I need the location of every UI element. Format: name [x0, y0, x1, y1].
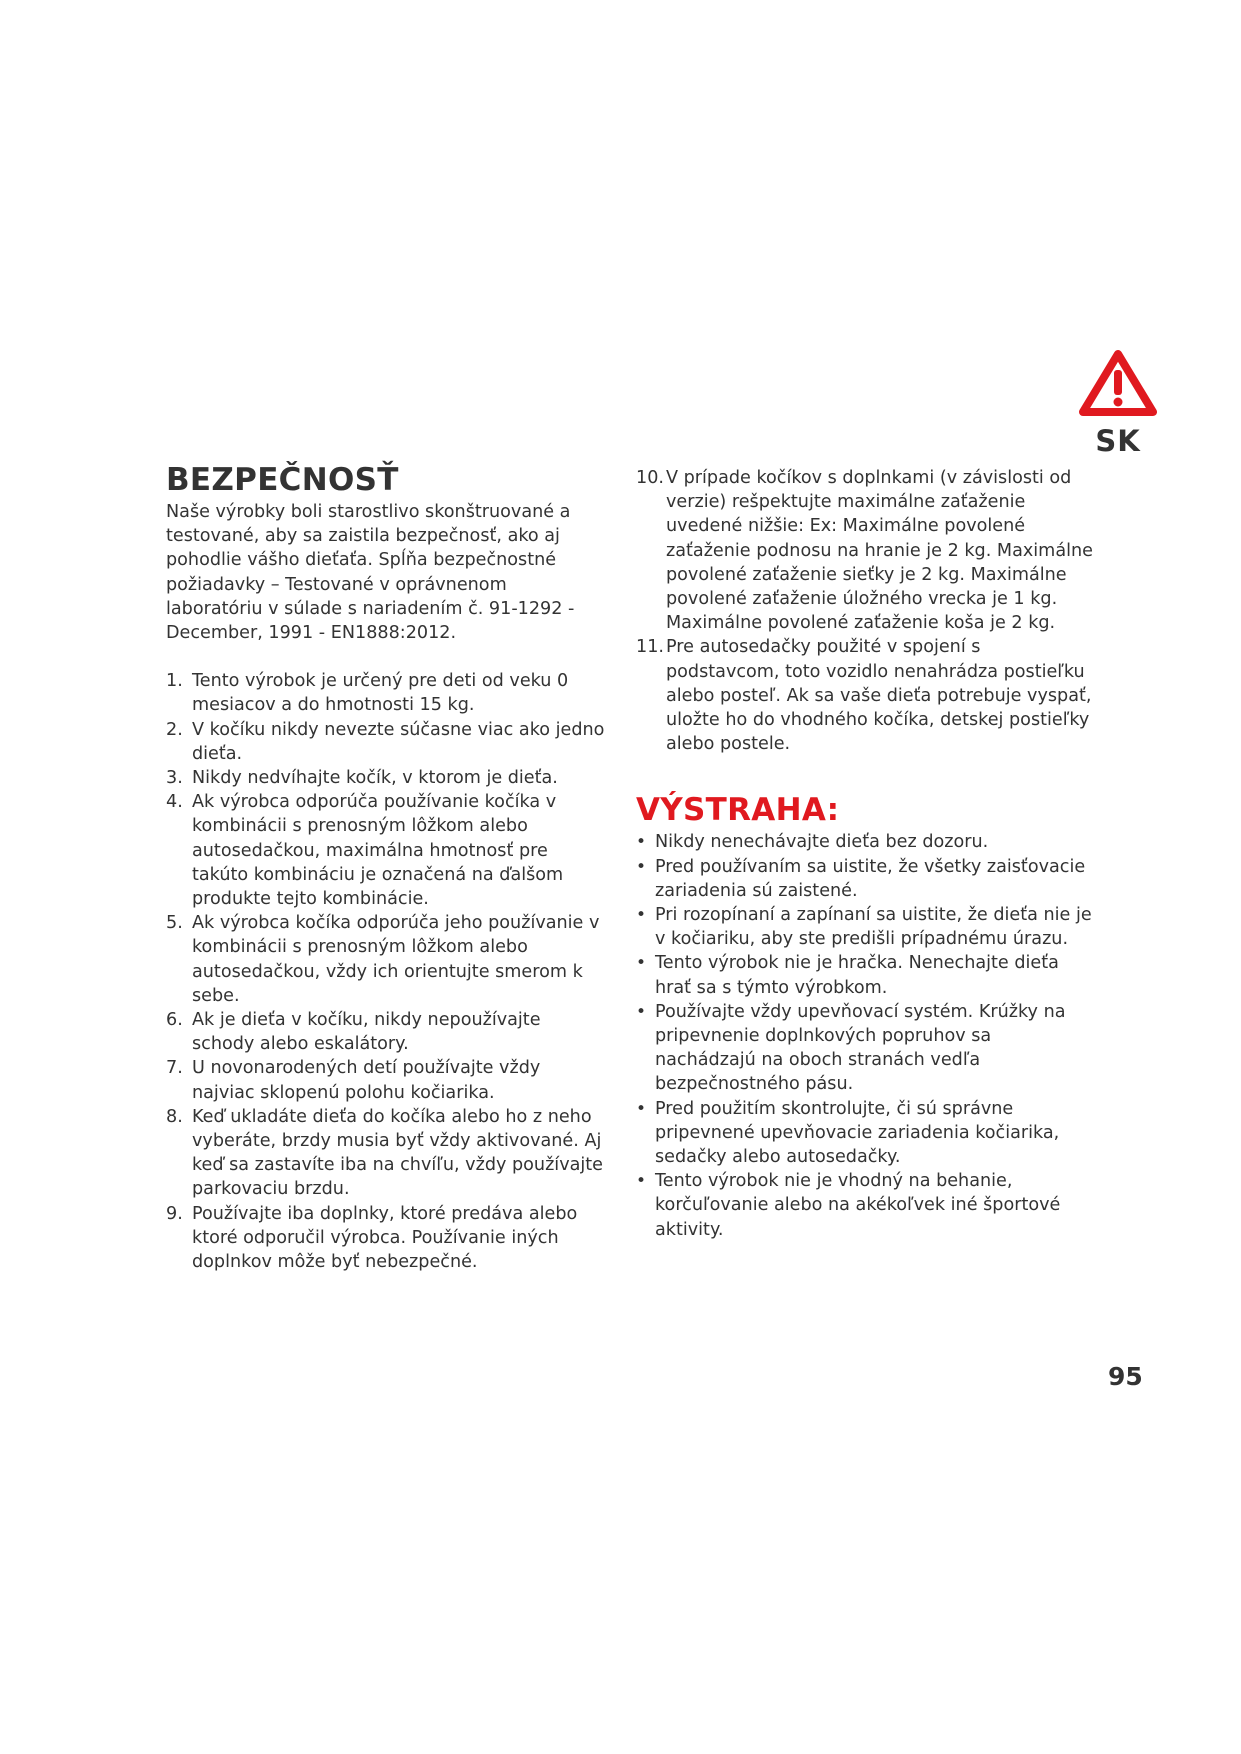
warning-title: VÝSTRAHA:	[636, 792, 840, 829]
list-item: • Tento výrobok nie je hračka. Nenechajte dieťa hrať sa s týmto výrobkom.	[636, 953, 1059, 998]
left-column	[166, 462, 606, 1274]
list-item: 2. V kočíku nikdy nevezte súčasne viac ako jedno dieťa.	[166, 719, 605, 764]
language-marker	[1073, 348, 1163, 458]
language-code: SK	[1095, 424, 1141, 458]
right-column	[636, 466, 1096, 1242]
list-item: 8. Keď ukladáte dieťa do kočíka alebo ho z neho vyberáte, brzdy musia byť vždy aktivované. Aj keď sa zastavíte iba na chvíľu, vždy používajte parkovaciu brzdu.	[166, 1106, 604, 1200]
list-item: • Pred používaním sa uistite, že všetky zaisťovacie zariadenia sú zaistené.	[636, 856, 1086, 901]
list-item: 9. Používajte iba doplnky, ktoré predáva alebo ktoré odporučil výrobca. Používanie iných doplnkov môže byť nebezpečné.	[166, 1203, 578, 1273]
list-item: 1. Tento výrobok je určený pre deti od veku 0 mesiacov a do hmotnosti 15 kg.	[166, 671, 569, 716]
safety-list-right	[636, 466, 1096, 756]
warning-list	[636, 830, 1096, 1241]
safety-intro: Naše výrobky boli starostlivo skonštruované a testované, aby sa zaistila bezpečnosť, ako aj pohodlie vášho dieťaťa. Spĺňa bezpečnostné požiadavky – Testované v oprávnenom laboratóriu v súlade s nariadením č. 91-1292 - December, 1991 - EN1888:2012.	[166, 502, 575, 644]
list-item: • Pri rozopínaní a zapínaní sa uistite, že dieťa nie je v kočiariku, aby ste predišli prípadnému úrazu.	[636, 905, 1092, 950]
list-item: • Tento výrobok nie je vhodný na behanie, korčuľovanie alebo na akékoľvek iné športové aktivity.	[636, 1171, 1061, 1240]
list-item: 7. U novonarodených detí používajte vždy najviac sklopenú polohu kočiarika.	[166, 1058, 541, 1103]
safety-list-left	[166, 669, 606, 1274]
page-number: 95	[1108, 1362, 1143, 1391]
list-item: 4. Ak výrobca odporúča používanie kočíka v kombinácii s prenosným lôžkom alebo autosedačkou, maximálna hmotnosť pre takúto kombináciu je označená na ďalšom produkte tejto kombinácie.	[166, 792, 564, 910]
list-item: 6. Ak je dieťa v kočíku, nikdy nepoužívajte schody alebo eskalátory.	[166, 1010, 541, 1055]
list-item: 5. Ak výrobca kočíka odporúča jeho používanie v kombinácii s prenosným lôžkom alebo autosedačkou, vždy ich orientujte smerom k sebe.	[166, 913, 600, 1006]
list-item: 11. Pre autosedačky použité v spojení s podstavcom, toto vozidlo nenahrádza postieľku alebo posteľ. Ak sa vaše dieťa potrebuje vyspať, uložte ho do vhodného kočíka, detskej postieľky alebo postele.	[636, 637, 1092, 755]
list-item: 3. Nikdy nedvíhajte kočík, v ktorom je dieťa.	[166, 768, 558, 789]
list-item: • Používajte vždy upevňovací systém. Krúžky na pripevnenie doplnkových popruhov sa nachádzajú na oboch stranách vedľa bezpečnostného pásu.	[636, 1001, 1066, 1095]
warning-triangle-icon	[1078, 348, 1158, 418]
list-item: • Nikdy nenechávajte dieťa bez dozoru.	[636, 832, 989, 853]
safety-title: BEZPEČNOSŤ	[166, 462, 399, 498]
list-item: 10. V prípade kočíkov s doplnkami (v závislosti od verzie) rešpektujte maximálne zaťaženie uvedené nižšie: Ex: Maximálne povolené zaťaženie podnosu na hranie je 2 kg. Maximálne povolené zaťaženie sieťky je 2 kg. Maximálne povolené zaťaženie úložného vrecka je 1 kg. Maximálne povolené zaťaženie koša je 2 kg.	[636, 468, 1093, 634]
list-item: • Pred použitím skontrolujte, či sú správne pripevnené upevňovacie zariadenia kočiarika, sedačky alebo autosedačky.	[636, 1098, 1060, 1168]
